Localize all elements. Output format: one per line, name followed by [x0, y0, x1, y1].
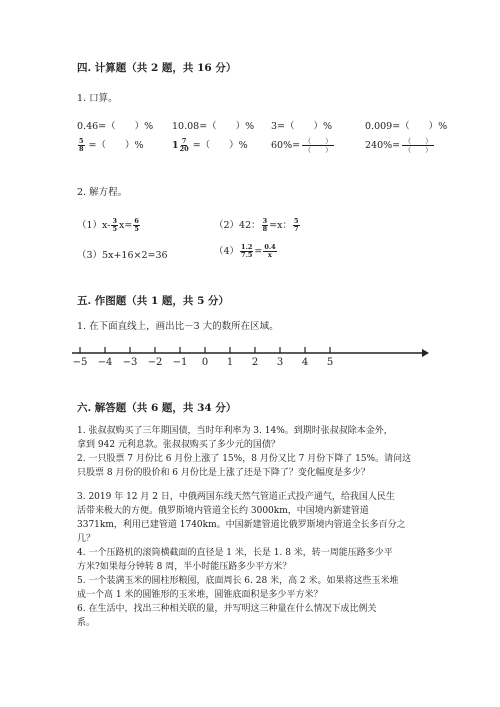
answer-text-line: 活带来极大的方便。俄罗斯境内管道全长约 3000km，中国境内新建管道 [77, 506, 369, 516]
oral-item-7-head: 60%= [271, 140, 301, 151]
fraction-numerator: 0.4 [264, 243, 276, 251]
fraction-numerator: 5 [79, 137, 84, 145]
question-1-title: 1. 口算。 [77, 93, 118, 104]
number-line-tick-label: −4 [97, 357, 113, 368]
answer-text-line: 只股票 8 月份的股价和 6 月份比是上涨了还是下降了？变化幅度是多少？ [77, 468, 370, 478]
fraction-numerator: 5 [294, 217, 299, 225]
fraction-denominator: 7 [294, 225, 299, 233]
number-line-arrow [422, 349, 429, 357]
oral-item-7 [271, 137, 334, 154]
number-line-tick-label: −3 [122, 357, 138, 368]
equation-2-mid: =x： [269, 220, 292, 231]
fraction-denominator: 20 [179, 145, 189, 153]
number-line-tick-label: 4 [301, 357, 309, 368]
number-line-tick-label: 2 [251, 357, 259, 368]
fraction-numerator: 3 [112, 217, 117, 225]
answer-text-line: 成一个高 1 米的圆锥形的玉米堆，圆锥底面积是多少平方米？ [77, 590, 323, 600]
number-line-tick-label: 3 [276, 357, 284, 368]
fraction-numerator: 1.2 [241, 243, 253, 251]
fraction-denominator: x [268, 251, 272, 259]
fraction-denominator: 8 [79, 145, 84, 153]
oral-item-2: 10.08=（ ）% [172, 121, 255, 132]
fraction-numerator: 3 [262, 217, 268, 225]
answer-text-line: 4. 一个压路机的滚筒横截面的直径是 1 米，长是 1. 8 米，转一周能压路多少平 [77, 548, 393, 558]
equation-2 [214, 217, 301, 233]
answer-text-line: 拿到 942 元利息款。张叔叔购买了多少元的国债？ [77, 440, 280, 450]
equation-4-mid: = [254, 246, 263, 257]
oral-item-1: 0.46=（ ）% [77, 121, 154, 132]
fraction-numerator: （ ） [304, 137, 333, 145]
oral-item-6 [172, 137, 248, 153]
oral-item-5 [77, 137, 144, 153]
answer-text-line: 6. 在生活中，找出三种相关联的量，并写明这三种量在什么情况下成比例关 [77, 604, 377, 614]
answer-text-line: 几？ [77, 534, 96, 544]
number-line-tick-label: 5 [326, 357, 334, 368]
answer-text-line: 3. 2019 年 12 月 2 日，中俄两国东线天然气管道正式投产通气，给我国人民生 [77, 492, 395, 502]
fraction-denominator: 8 [262, 225, 268, 233]
number-line-tick-label: 1 [226, 357, 234, 368]
fraction-denominator: （ ） [404, 146, 433, 154]
fraction-denominator: 5 [112, 225, 117, 233]
equation-2-head: （2）42： [214, 220, 261, 231]
fraction-numerator: （ ） [404, 137, 433, 145]
fraction-denominator: 5 [134, 225, 139, 233]
answer-text-line: 2. 一只股票 7 月份比 6 月份上涨了 15%，8 月份又比 7 月份下降了 15%。请问这 [77, 454, 412, 464]
oral-item-8-head: 240%= [365, 140, 401, 151]
fraction-denominator: 7.5 [241, 251, 253, 259]
fraction-denominator: （ ） [304, 146, 333, 154]
equation-4-head: （4） [214, 246, 240, 257]
section-4-title: 四. 计算题（共 2 题，共 16 分） [77, 62, 237, 74]
answer-text-line: 3371km，利用已建管道 1740km。中国新建管道比俄罗斯境内管道全长多百分之 [77, 520, 406, 530]
equation-1 [77, 217, 141, 233]
section-5-title: 五. 作图题（共 1 题，共 5 分） [77, 295, 230, 307]
number-line-tick-label: −2 [147, 357, 163, 368]
answer-text-line: 1. 张叔叔购买了三年期国债，当时年利率为 3. 14%。到期时张叔叔除本金外， [77, 426, 393, 436]
oral-item-5-tail: =（ ）% [85, 140, 144, 151]
question-2-title: 2. 解方程。 [77, 187, 128, 198]
answer-text-line: 5. 一个装满玉米的圆柱形粮囤，底面周长 6. 28 米，高 2 米。如果将这些玉米堆 [77, 576, 399, 586]
number-line-tick-label: −5 [72, 357, 88, 368]
number-line-tick-label: 0 [201, 357, 209, 368]
oral-item-4: 0.009=（ ）% [365, 121, 448, 132]
oral-item-3: 3=（ ）% [271, 121, 333, 132]
oral-item-8 [365, 137, 434, 154]
equation-4 [214, 243, 278, 259]
equation-3: （3）5x+16×2=36 [77, 250, 168, 261]
fraction-numerator: 7 [181, 137, 187, 145]
number-line-tick-label: −1 [172, 357, 188, 368]
oral-item-6-tail: =（ ）% [189, 140, 248, 151]
equation-1-head: （1）x- [77, 220, 111, 231]
fraction-numerator: 6 [134, 217, 139, 225]
answer-text-line: 方米?如果每分钟转 8 周，半小时能压路多少平方米？ [77, 562, 292, 572]
mixed-whole: 1 [172, 140, 179, 151]
section-6-title: 六. 解答题（共 6 题，共 34 分） [77, 402, 237, 414]
equation-1-mid: x= [118, 220, 133, 231]
drawing-question-1: 1. 在下面直线上，画出比－3 大的数所在区域。 [77, 321, 279, 332]
answer-text-line: 系。 [77, 618, 96, 628]
